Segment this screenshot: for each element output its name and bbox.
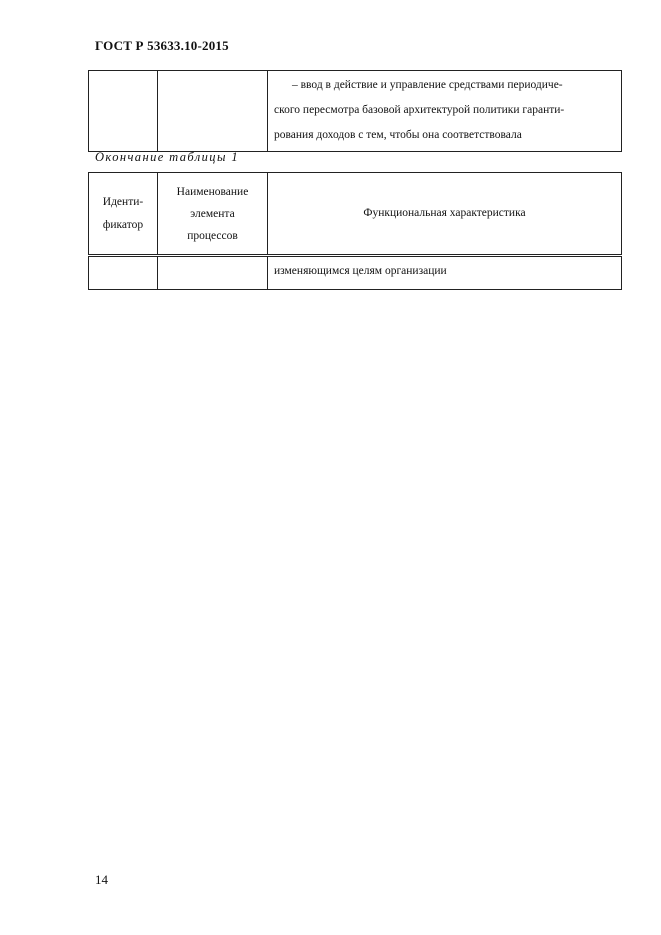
header-identifier: Иденти- фикатор xyxy=(89,173,158,256)
header-element-name: Наименование элемента процессов xyxy=(158,173,268,256)
page-number: 14 xyxy=(95,872,108,887)
document-code: ГОСТ Р 53633.10-2015 xyxy=(95,38,229,53)
table-row xyxy=(89,71,622,152)
element-name-cell xyxy=(158,256,268,290)
header-description: Функциональная характеристика xyxy=(268,173,622,256)
table-row xyxy=(89,256,622,290)
description-cell: изменяющимся целям организации xyxy=(268,256,622,290)
identifier-cell xyxy=(89,71,158,152)
table-caption: Окончание таблицы 1 xyxy=(95,150,239,164)
description-line: – ввод в действие и управление средствами периодиче- xyxy=(292,79,563,91)
identifier-cell xyxy=(89,256,158,290)
table-header-row xyxy=(89,173,622,256)
description-line: ского пересмотра базовой архитектурой политики гаранти- xyxy=(274,104,565,116)
description-cell xyxy=(268,71,622,152)
table-continuation-top xyxy=(88,70,622,152)
description-line: рования доходов с тем, чтобы она соответствовала xyxy=(274,129,522,141)
element-name-cell xyxy=(158,71,268,152)
table-end xyxy=(88,172,622,290)
